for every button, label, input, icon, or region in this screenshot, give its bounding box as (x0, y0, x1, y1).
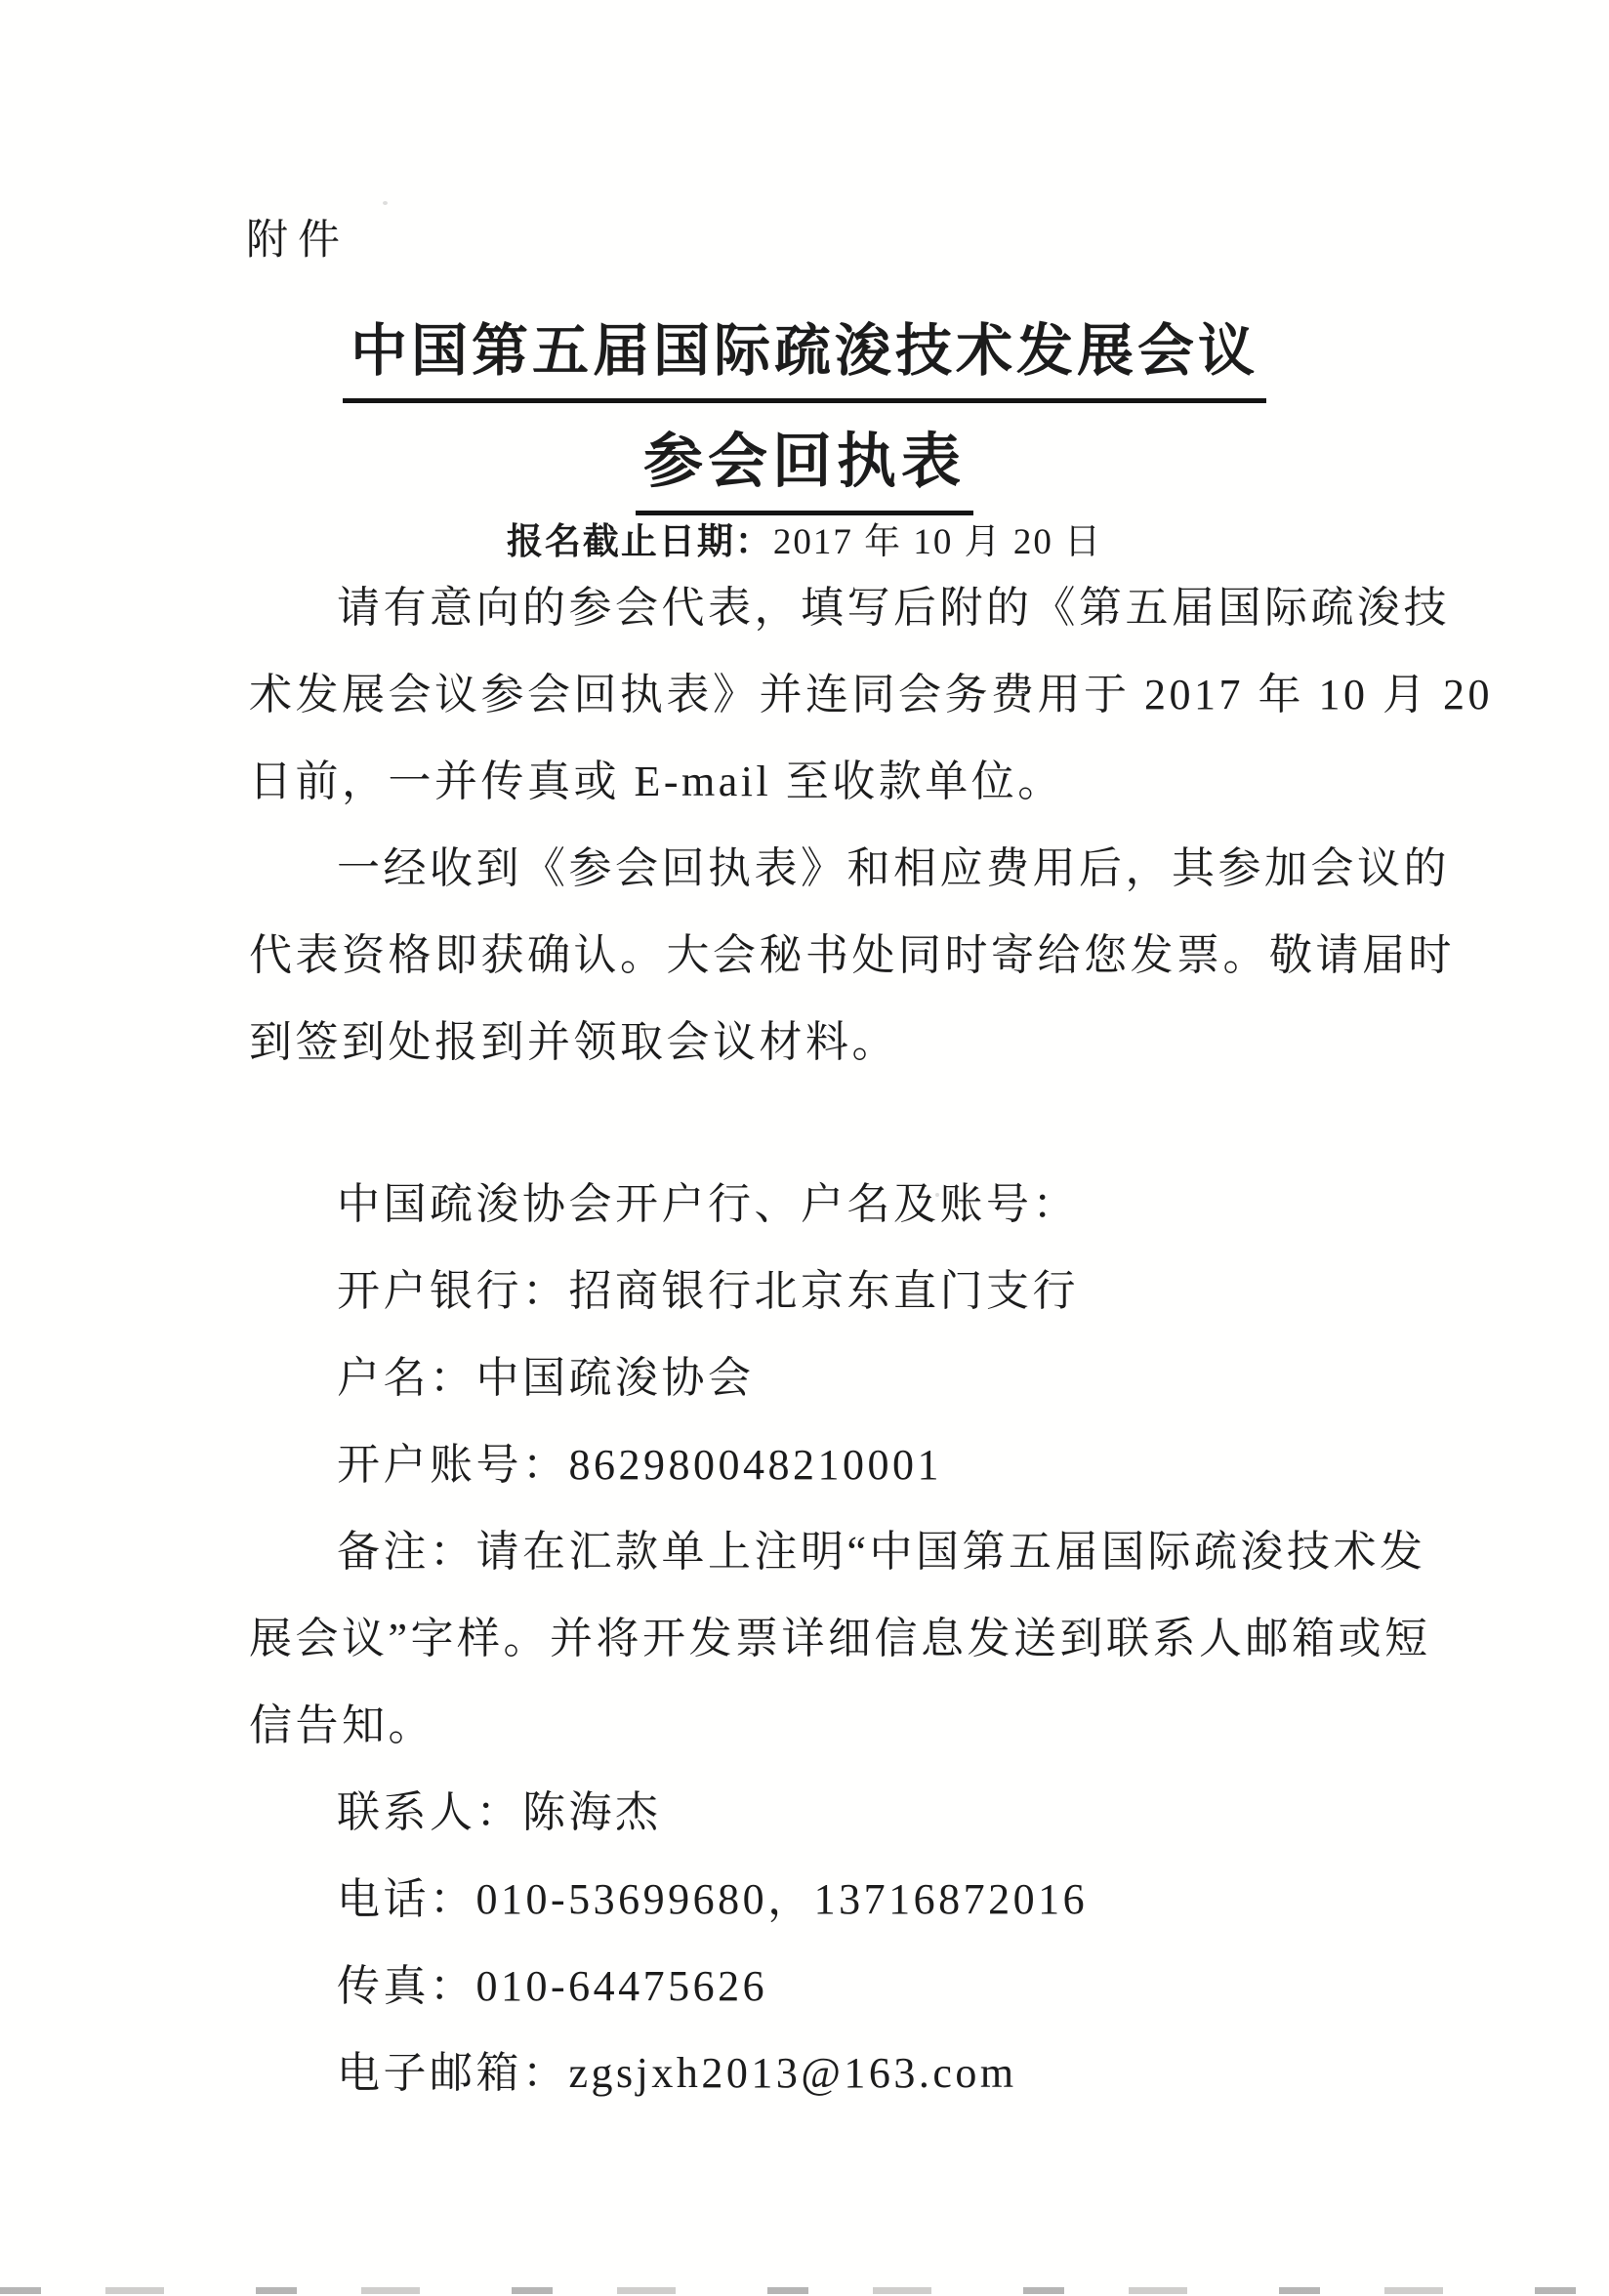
scan-speck (935, 1193, 939, 1197)
deadline-value: 2017 年 10 月 20 日 (772, 522, 1103, 562)
title-line1-container (0, 305, 1609, 403)
paragraph2-line2: 代表资格即获确认。大会秘书处同时寄给您发票。敬请届时 (249, 931, 1455, 979)
bank-name-line: 开户银行：招商银行北京东直门支行 (337, 1267, 1079, 1315)
scanner-edge-artifact (0, 2287, 1609, 2294)
title-line2-container (0, 414, 1609, 515)
remark-line1: 备注：请在汇款单上注明“中国第五届国际疏浚技术发 (337, 1528, 1426, 1576)
section-gap (249, 1086, 1460, 1161)
bank-info-intro: 中国疏浚协会开户行、户名及账号： (337, 1180, 1079, 1228)
document-title-line1: 中国第五届国际疏浚技术发展会议 (343, 305, 1266, 403)
remark-line2: 展会议”字样。并将开发票详细信息发送到联系人邮箱或短 (249, 1615, 1431, 1662)
deadline-line (0, 512, 1609, 564)
deadline-label: 报名截止日期： (506, 521, 773, 561)
remark-line3: 信告知。 (249, 1702, 434, 1749)
contact-phone-line: 电话：010-53699680，13716872016 (337, 1875, 1089, 1923)
scan-speck (383, 201, 388, 205)
contact-email-line: 电子邮箱：zgsjxh2013@163.com (337, 2049, 1017, 2097)
paragraph1-line3: 日前，一并传真或 E-mail 至收款单位。 (249, 758, 1064, 805)
account-number-line: 开户账号：862980048210001 (337, 1441, 942, 1489)
contact-person-line: 联系人：陈海杰 (337, 1788, 662, 1836)
attachment-label: 附件 (246, 218, 350, 264)
account-name-line: 户名：中国疏浚协会 (337, 1354, 755, 1402)
paragraph2-line3: 到签到处报到并领取会议材料。 (249, 1018, 898, 1066)
paragraph1-line2: 术发展会议参会回执表》并连同会务费用于 2017 年 10 月 20 (249, 671, 1493, 718)
body-text-column (249, 564, 1493, 2116)
document-title-line2: 参会回执表 (636, 414, 973, 515)
paragraph1-line1: 请有意向的参会代表，填写后附的《第五届国际疏浚技 (337, 584, 1450, 632)
paragraph2-line1: 一经收到《参会回执表》和相应费用后，其参加会议的 (337, 844, 1450, 892)
contact-fax-line: 传真：010-64475626 (337, 1962, 768, 2010)
